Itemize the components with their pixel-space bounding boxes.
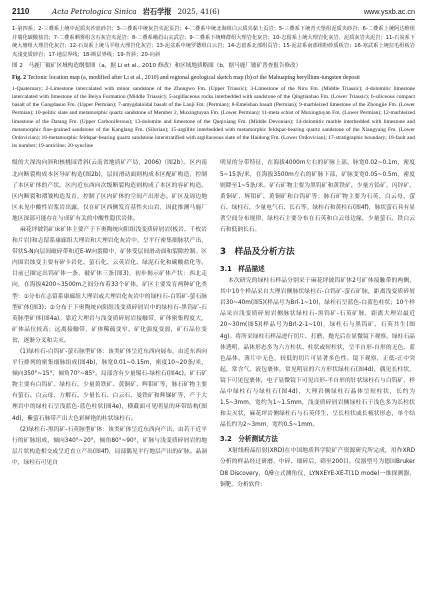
paragraph: 级的大深沟向斜和核桃园背斜(云南省地质矿产局，2006)（图2b）。区内南北向断裂构成本区导矿构造(图2b)，层间滑动面则构成本区配矿构造，控制了本区矿体的产状。区内近东西向次级断裂构造则构成了本区的容矿构造。区内断裂和褶皱构造发育，控制了区内矿体的空间产出形态。矿区及周边地区未见中酸性岩浆岩出露，仅在矿区西侧发育基性火山岩，因此推测马鹿厂地区深部可能存在与成矿有关的中酸性隐伏岩体。	[12, 160, 207, 222]
journal-url[interactable]: www.ysxb.ac.cn	[363, 7, 415, 16]
figure-legend-cn: 1-第四系；2-三叠系上统中泥质夹沙蓝砂岩；3-三叠系中统灰岩夹泥页岩；4-二叠系中统北海组白云质夹黏土页岩；5-三叠系下统青天堡组泥质夹砂岩；6-二叠系上统阿达维组并墙化碳酸盐岩；7-二叠系晒雾组含石灰岩夹泥岩；8-二叠系峨眉山玄武岩；9-二叠系下统峰群组大理岩化灰岩；10-志留系上统大理岩化灰岩、泥质灰岩夹泥岩；11-石炭系下统大塘组大理岩化灰岩；12-石炭系上统马平组大理岩化灰岩；13-泥盆系中统罗德组白云岩；14-志留系北部组页岩；15-泥盆系南部组粉砂质板岩；16-寒武系上统拉毛组板岩夹浅变质砂岩；17-地层界线；18-断层界线；19-背斜；20-向斜	[12, 26, 415, 58]
year-volume: 2025, 41(6)	[177, 7, 220, 16]
figure-caption-cn: 图 2 马鹿厂铍矿区域构造纲要图（a，据 Li et al., 2010 修改）和区域地质略图（b，据马鹿厂铍矿普查报告修改）	[12, 63, 302, 70]
subsection-heading: 3.2 分析测试方法	[220, 435, 278, 444]
subsection-heading: 3.1 样品描述	[220, 265, 265, 274]
section-heading: 3 样品及分析方法	[220, 247, 295, 258]
paragraph: 明显的分带特征，在海拔4000m左右的矿脉上部，脉宽0.02~0.1m，密度5~15条/米，在海拔3500m左右的矿脉下部，矿脉变宽0.05~0.5m，密度则降至1~5条/米。矿石矿物主要为黑钨矿和黄铁矿，少量方铅矿、闪锌矿、黄铜矿、辉钼矿、黄铜矿和白钨矿等；脉石矿物主要为石英、白云母、萤石、绿柱石，少量电气石、长石等。绿柱石和黄柱石(图4f)，脉状萤石具有显著空间分布规律，绿柱石主要分布在石英和白云母边缘，少量萤石、铁白云石和低钠长石。	[220, 160, 415, 233]
paragraph: (1)绿柱石-白钨矿-萤石脉型矿体：该类矿体呈近东西向展布，由近东西向平行排列的密集细脉组成(图4b)，脉宽0.01~0.15m，密度10~20条/米，倾向350°~15°，倾角70°~85°。局部含有少量锡石-绿柱石(图4c)。矿石矿物主要有白钨矿、绿柱石、少量黄铁矿、黄铜矿、辉钼矿等，脉石矿物主要有萤石、白云母、方解石、少量长石、白云石、曼铁矿和辉锑矿等，产于大理岩中的绿柱石呈浅蓝色-蓝色柱状(图4e)，横截面可见明显的环带结构(图4d)，紫萤石脉带产出大色彩鲜艳的柱状绿柱石。	[12, 349, 207, 422]
journal-title: Acta Petrologica Sinica	[52, 7, 137, 16]
paragraph: 麻花坪铍钨矿床矿体主要产于下奥陶统向阳组浅变质碎屑岩(板岩、千枚岩和片岩)和志留系康廊组大理岩和大理岩化灰岩中，呈平行密集细脉状产出，带状S-N向层间破碎带和近E-W向裂隙中，矿体受层间滑动面和裂隙控制。区内围岩蚀变主要有矽卡岩化、萤石化、云英岩化、绿泥石化和碳酸盐化等。目前已圈定出钨矿体一条，铍矿体三条(图3)，初步揭示矿体产状：西北走向，在海拔4200~3500m之间分布着33个矿体。矿区主要发育两种矿化类型：①分布在志留系康廊组大理岩或大理岩化灰岩中的绿柱石-白钨矿-萤石脉型矿体(图3)；②分布于下奥陶统向阳组浅变质碎屑岩中的绿柱石-黑钨矿-石英脉型矿体(图4a)。靠近大理岩与浅变质碎屑岩接触带，矿体密集程度大，矿体品位较高；远离接触带，矿体稀疏变窄、矿化强度变弱，矿石品位变贫，逐渐分叉和尖灭。	[12, 226, 207, 344]
left-column	[12, 158, 207, 490]
figure-caption-en-text: Tectonic location map (a, modified after Li et al., 2010) and regional geological sketch map (b) of the Mahuaping beryllium-tungsten deposit	[27, 75, 360, 82]
running-header	[12, 7, 415, 20]
right-column	[220, 158, 415, 490]
page-number: 2110	[12, 7, 30, 16]
paragraph: 本次研究的绿柱石样品分别采于麻花坪铍钨矿体2号矿体接触带的两侧，其中10个样品采自大理岩侧脉状绿柱石-白钨矿-萤石矿脉，距离浅变质碎屑岩30~40m(图5)(样品号为Brl-1~10)，绿柱石呈蓝色-白蓝色柱状；10个样品采自浅变质碎屑岩侧脉状绿柱石-黑钨矿-石英矿脉，距离大理岩最近20~30m(图5)(样品号为Brl-2-1~10)，绿柱石与黑钨矿、石英共生(图4g)。将所采绿柱石样品进行切片、打磨、抛光后在显微镜下观察。绿柱石晶体透明，晶体形态多为六方柱状、柱状或短柱状，呈半自形-自形的无色、蓝色晶体。薄片中无色，较低的切片可显著多色性。镜下观察，正低-正中突起，常含气、液包裹体，常见明显的六方形状绿柱石(图4d)，偶见长柱状，镜下可见包裹体，电子显微镜下可见自形-半自形的针状绿柱石与白钨矿，样品中绿柱石与绿柱石(图4d)，大理岩侧绿柱石晶体呈短柱状，长约为1.5~3mm，宽约为1~1.5mm，浅变质碎屑岩侧绿柱石于浅色多为长柱状和尖灭状，麻花坪岩侧绿柱石与石英伴生，呈长柱状或长梳状形态，单个结晶长约为2~3mm，宽约0.5~1mm。	[220, 278, 415, 429]
paragraph: (2)绿柱石-黑钨矿-石英脉型矿体：该类矿体呈近东西向产出，由若干近平行的矿脉组成，倾向340°~20°，倾角80°~90°，矿脉与浅变质碎屑岩的地层片状构造相交或呈近直立产出(图4f)，局部偶见平行地层产出的矿脉。晶洞中，绿柱石可见自	[12, 426, 207, 466]
journal-title-cn: 岩石学报	[142, 7, 172, 16]
figure-legend-en: 1-Quaternary; 2-Limestone intercalated with minor sandstone of the Zhongwo Fm. (Upper Triassic); 3-Limestone of the Niru Fm. (Middle Triassic); 4-dolomitic limestone intercalated with limestone of the Beiya Formation (Middle Triassic); 5-argillaceous rocks interbedded with sandstone of the Qingtianbao Fm. (Lower Triassic); 6-siliceous compact basalt of the Gangdasuo Fm. (Upper Permian); 7-amygdaloidal basalt of the Laoji Fm. (Permian); 8-Emeishan basalt (Permian); 9-marbleized limestone of the Zhongjie Fm. (Lower Permian); 10-pelitic slate and metamorphic quartz sandstone of Member 2, Muxingtuyan Fm. (Lower Permian); 11-meta schist of Muxingtuyan Fm. (Lower Permian); 12-marbleized limestone of the Datang Fm. (Upper Carboniferous); 13-dolomite and limestone of the Quqixiang Fm. (Middle Devonian); 14-dolomitic marble interbedded with limestone and metamorphic fine-grained sandstone of the Kanglang Fm. (Silurian); 15-argillite interbedded with metamorphic feldspar-bearing quartz sandstone of the Xiangyang Fm. (Lower Ordovician); 16-metamorphic feldspar-bearing quartz sandstone interstratified with argillaceous slate of the Haidong Fm. (Lower Ordovician); 17-stratigraphic boundary; 18-fault and its number; 19-anticline; 20-syncline	[12, 85, 415, 150]
figure-label: Fig. 2	[12, 75, 27, 82]
paragraph: X射线粉晶衍射(XRD)在中国地质科学院矿产资源研究所完成，用作XRD分析的样品经过研磨、中碎、细碎后，筛至200目。仪器型号为德国Bruker D8 Discovery，0/θ立式测角仪，LYNXEYE-XE-T(1D mode)一维探测器，铜靶。分析软件：	[220, 448, 415, 488]
figure-caption-en	[12, 74, 415, 82]
body-columns	[12, 158, 415, 490]
